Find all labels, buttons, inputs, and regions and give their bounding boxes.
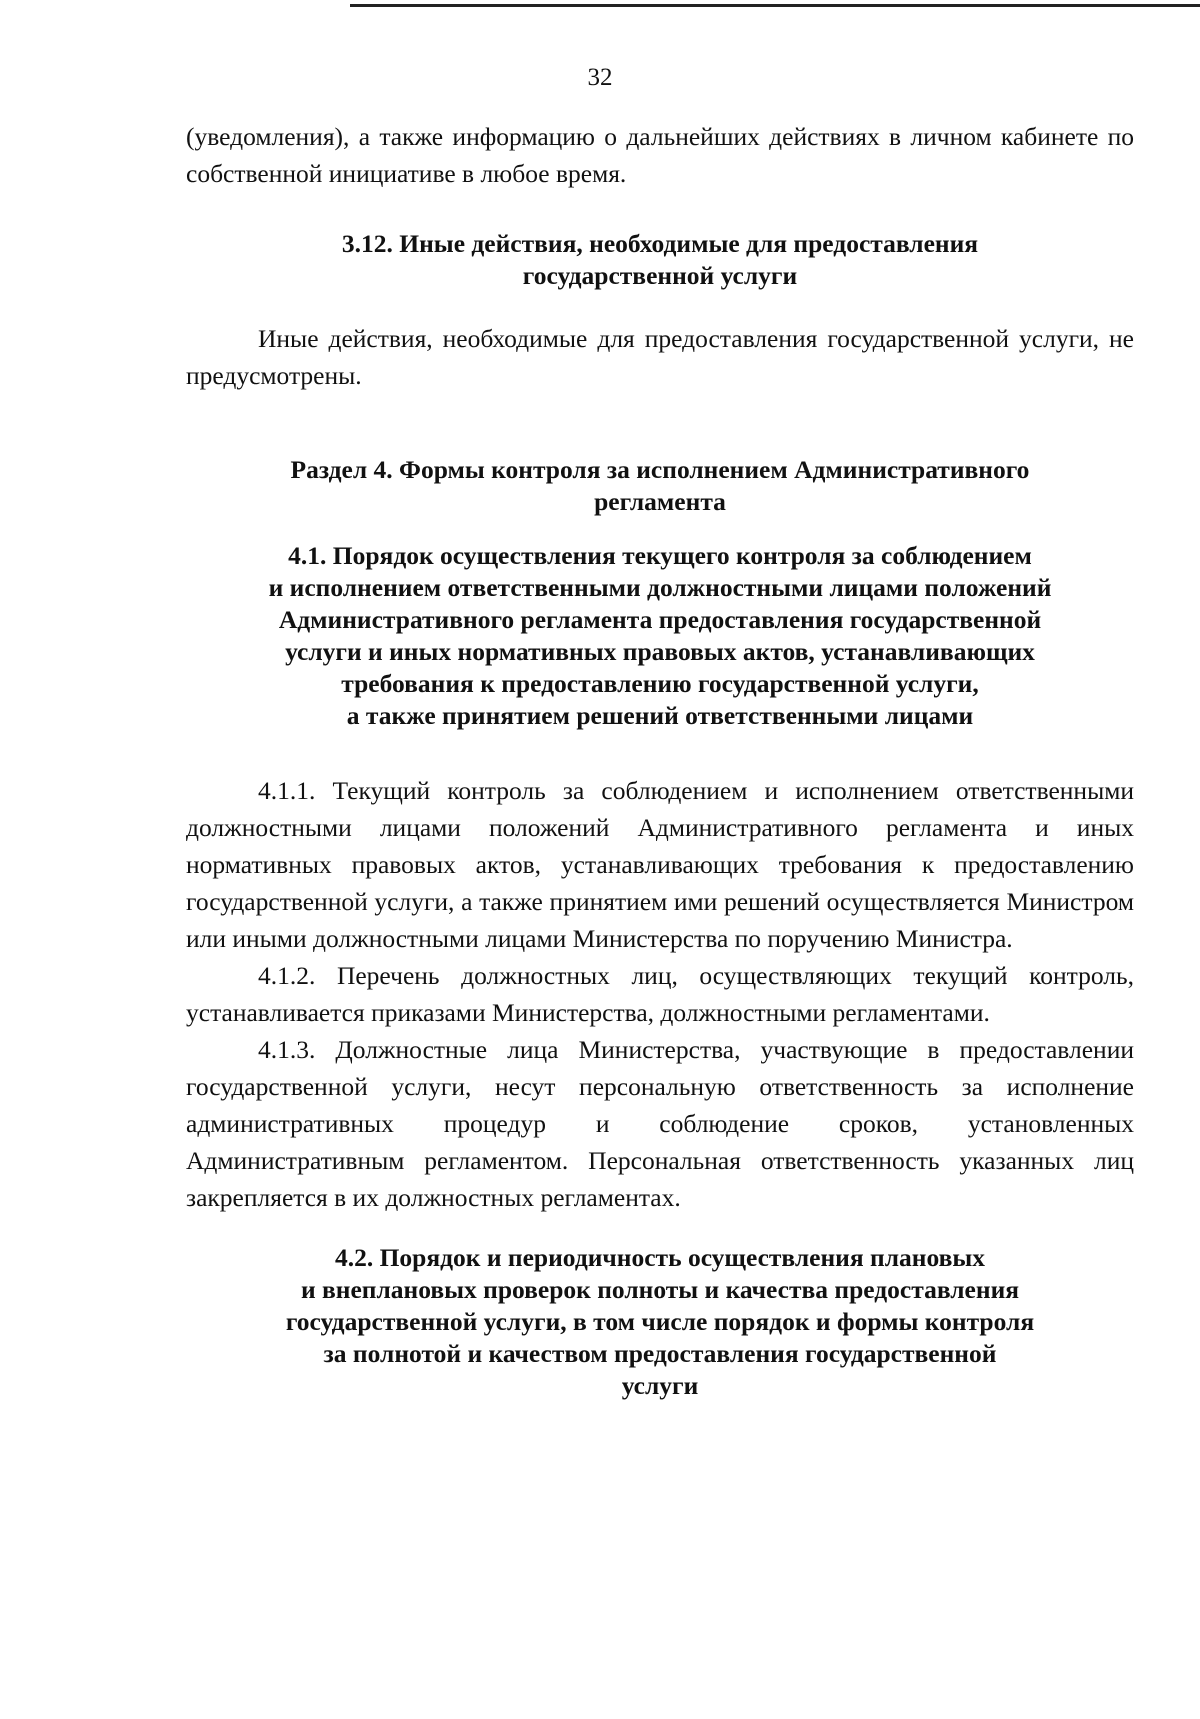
section-4-heading-line: Раздел 4. Формы контроля за исполнением Административного [290,455,1030,484]
section-4-heading-line: регламента [594,487,726,516]
section-4-2-heading-line: государственной услуги, в том числе порядок и формы контроля [285,1307,1035,1336]
section-4-1-heading-line: 4.1. Порядок осуществления текущего контроля за соблюдением [288,541,1032,570]
section-4-heading [186,454,1134,518]
paragraph-4-1-1: 4.1.1. Текущий контроль за соблюдением и исполнением ответственными должностными лицами положений Административного регламента и иных нормативных правовых актов, устанавливающих требования к предоставлению государственной услуги, а также принятием ими решений осуществляется Министром или иными должностными лицами Министерства по поручению Министра. [186,776,1134,953]
section-4-2-heading-line: за полнотой и качеством предоставления государственной [323,1339,997,1368]
section-4-1-heading [186,540,1134,732]
section-4-1-heading-line: Административного регламента предоставления государственной [278,605,1042,634]
section-4-2-heading-line: услуги [621,1371,699,1400]
section-4-1-heading-line: требования к предоставлению государственной услуги, [341,669,979,698]
section-4-2-heading-line: и внеплановых проверок полноты и качества предоставления [300,1275,1020,1304]
top-border-line [350,4,1200,7]
section-3-12-heading-line: государственной услуги [522,261,798,290]
paragraph-4-1-3: 4.1.3. Должностные лица Министерства, участвующие в предоставлении государственной услуги, несут персональную ответственность за исполнение административных процедур и соблюдение сроков, установленных Административным регламентом. Персональная ответственность указанных лиц закрепляется в их должностных регламентах. [186,1035,1134,1212]
paragraph-4-1-2: 4.1.2. Перечень должностных лиц, осуществляющих текущий контроль, устанавливается приказами Министерства, должностными регламентами. [186,961,1134,1027]
section-4-1-heading-line: а также принятием решений ответственными лицами [346,701,974,730]
section-3-12-heading-line: 3.12. Иные действия, необходимые для предоставления [341,229,979,258]
document-body [186,118,1134,1402]
section-4-1-heading-line: услуги и иных нормативных правовых актов, устанавливающих [285,637,1035,666]
section-3-12-paragraph: Иные действия, необходимые для предоставления государственной услуги, не предусмотрены. [186,324,1134,390]
page-number: 32 [587,64,613,91]
section-4-2-heading [186,1242,1134,1402]
section-3-12-heading [186,228,1134,292]
section-4-1-heading-line: и исполнением ответственными должностными лицами положений [268,573,1052,602]
intro-paragraph: (уведомления), а также информацию о дальнейших действиях в личном кабинете по собственной инициативе в любое время. [186,122,1134,188]
section-4-2-heading-line: 4.2. Порядок и периодичность осуществления плановых [334,1243,986,1272]
